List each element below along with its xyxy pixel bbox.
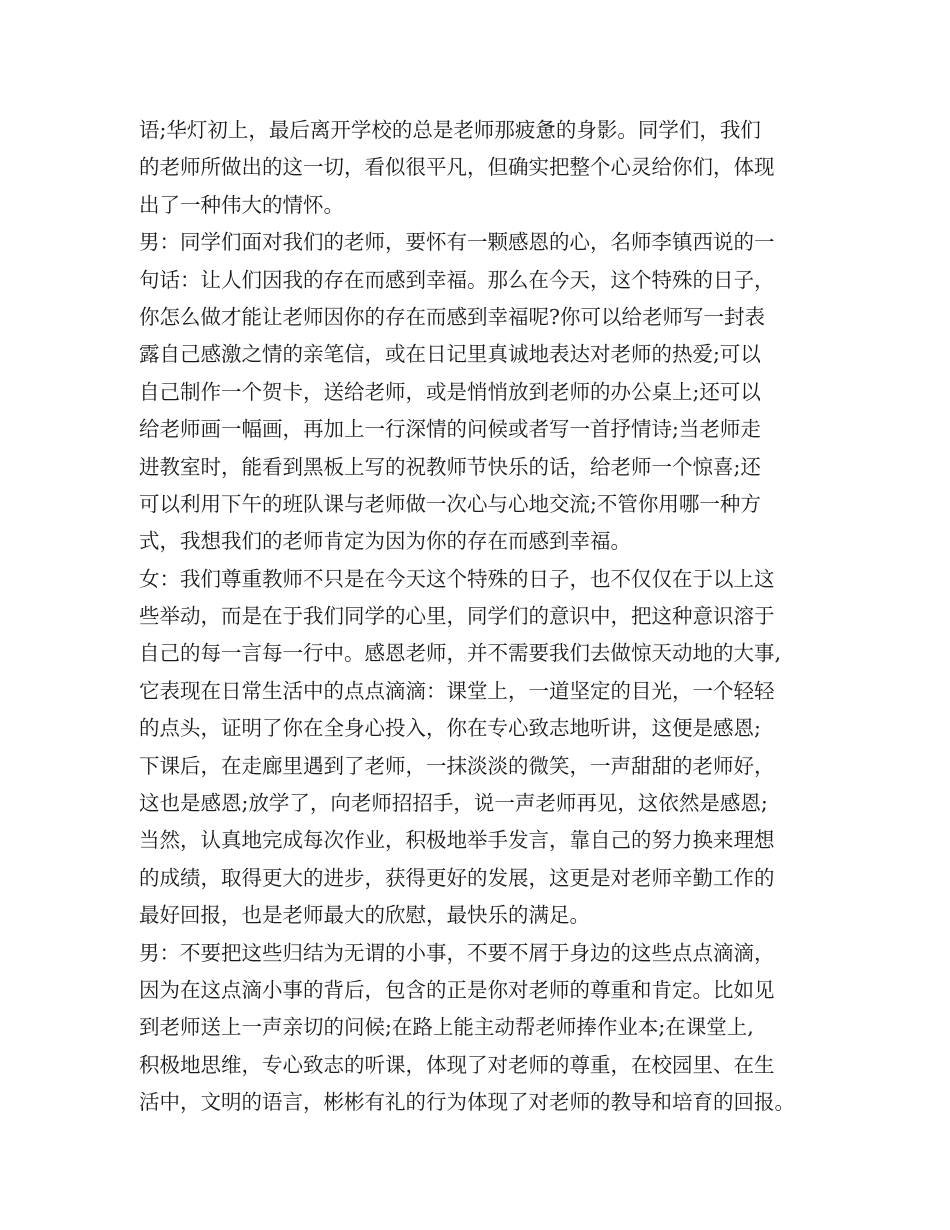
text-line: 式，我想我们的老师肯定为因为你的存在而感到幸福。	[139, 529, 631, 554]
body-text	[139, 112, 829, 1122]
text-line: 你怎么做才能让老师因你的存在而感到幸福呢?你可以给老师写一封表	[139, 304, 765, 329]
text-line: 当然，认真地完成每次作业，积极地举手发言，靠自己的努力换来理想	[139, 828, 775, 853]
text-line: 这也是感恩;放学了，向老师招招手，说一声老师再见，这依然是感恩;	[139, 791, 768, 816]
text-line: 自己制作一个贺卡，送给老师，或是悄悄放到老师的办公桌上;还可以	[139, 379, 761, 404]
text-line: 的点头，证明了你在全身心投入，你在专心致志地听讲，这便是感恩;	[139, 716, 761, 741]
text-line: 男：不要把这些归结为无谓的小事，不要不屑于身边的这些点点滴滴，	[139, 940, 775, 965]
text-line: 积极地思维，专心致志的听课，体现了对老师的尊重，在校园里、在生	[139, 1052, 775, 1077]
text-line: 给老师画一幅画，再加上一行深情的问候或者写一首抒情诗;当老师走	[139, 417, 761, 442]
text-line: 自己的每一言每一行中。感恩老师，并不需要我们去做惊天动地的大事,	[139, 641, 782, 666]
text-line: 语;华灯初上，最后离开学校的总是老师那疲惫的身影。同学们，我们	[139, 118, 761, 142]
text-line: 进教室时，能看到黑板上写的祝教师节快乐的话，给老师一个惊喜;还	[139, 454, 761, 479]
text-line: 活中，文明的语言，彬彬有礼的行为体现了对老师的教导和培育的回报。	[139, 1090, 795, 1115]
text-line: 出了一种伟大的情怀。	[139, 192, 344, 217]
text-line: 女：我们尊重教师不只是在今天这个特殊的日子，也不仅仅在于以上这	[139, 566, 775, 591]
text-line: 句话：让人们因我的存在而感到幸福。那么在今天，这个特殊的日子，	[139, 267, 775, 292]
text-line: 的老师所做出的这一切，看似很平凡，但确实把整个心灵给你们，体现	[139, 155, 775, 180]
text-line: 些举动，而是在于我们同学的心里，同学们的意识中，把这种意识溶于	[139, 604, 775, 629]
text-line: 露自己感激之情的亲笔信，或在日记里真诚地表达对老师的热爱;可以	[139, 342, 761, 367]
text-line: 最好回报，也是老师最大的欣慰，最快乐的满足。	[139, 903, 590, 928]
text-line: 因为在这点滴小事的背后，包含的正是你对老师的尊重和肯定。比如见	[139, 977, 775, 1002]
text-line: 男：同学们面对我们的老师，要怀有一颗感恩的心，名师李镇西说的一	[139, 230, 775, 255]
text-line: 到老师送上一声亲切的问候;在路上能主动帮老师捧作业本;在课堂上,	[139, 1015, 754, 1040]
text-line: 下课后，在走廊里遇到了老师，一抹淡淡的微笑，一声甜甜的老师好，	[139, 753, 775, 778]
text-line: 它表现在日常生活中的点点滴滴：课堂上，一道坚定的目光，一个轻轻	[139, 678, 775, 703]
text-line: 可以利用下午的班队课与老师做一次心与心地交流;不管你用哪一种方	[139, 491, 761, 516]
text-line: 的成绩，取得更大的进步，获得更好的发展，这更是对老师辛勤工作的	[139, 865, 775, 890]
